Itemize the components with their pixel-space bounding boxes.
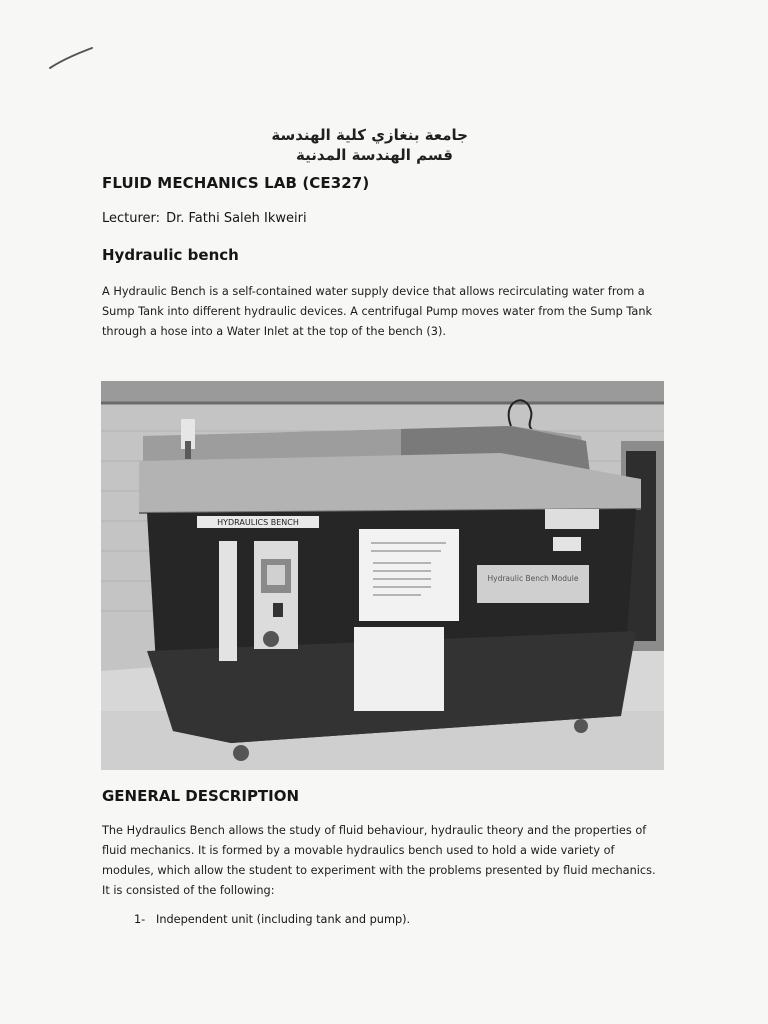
lecturer-name: Dr. Fathi Saleh Ikweiri — [166, 211, 307, 226]
component-list — [134, 913, 410, 926]
hydraulic-bench-paragraph: A Hydraulic Bench is a self-contained water supply device that allows recirculating water from a Sump Tank into different hydraulic devices. A centrifugal Pump moves water from the Sump Tank through a hose into a Water Inlet at the top of the bench (3). — [102, 285, 653, 338]
list-item — [134, 913, 410, 926]
general-description-heading: GENERAL DESCRIPTION — [102, 787, 300, 805]
general-description-paragraph: The Hydraulics Bench allows the study of fluid behaviour, hydraulic theory and the properties of fluid mechanics. It is formed by a movable hydraulics bench used to hold a wide variety of modules, which allow the student to experiment with the problems presented by fluid mechanics. It is consisted of the following: — [102, 824, 656, 897]
bench-label-text: HYDRAULICS BENCH — [217, 518, 299, 527]
department-name-arabic: قسم الهندسة المدنية — [296, 146, 453, 164]
pen-stroke-mark — [48, 44, 94, 70]
university-name-arabic: جامعة بنغازي كلية الهندسة — [271, 126, 468, 144]
module-label-text: Hydraulic Bench Module — [487, 574, 579, 583]
list-item-number: 1- — [134, 913, 146, 926]
hydraulic-bench-photo — [101, 381, 664, 770]
course-title: FLUID MECHANICS LAB (CE327) — [102, 174, 370, 192]
lecturer-line — [102, 211, 307, 226]
lecturer-label: Lecturer: — [102, 211, 161, 226]
list-item-text: Independent unit (including tank and pump). — [156, 913, 411, 926]
hydraulic-bench-heading: Hydraulic bench — [102, 246, 239, 264]
